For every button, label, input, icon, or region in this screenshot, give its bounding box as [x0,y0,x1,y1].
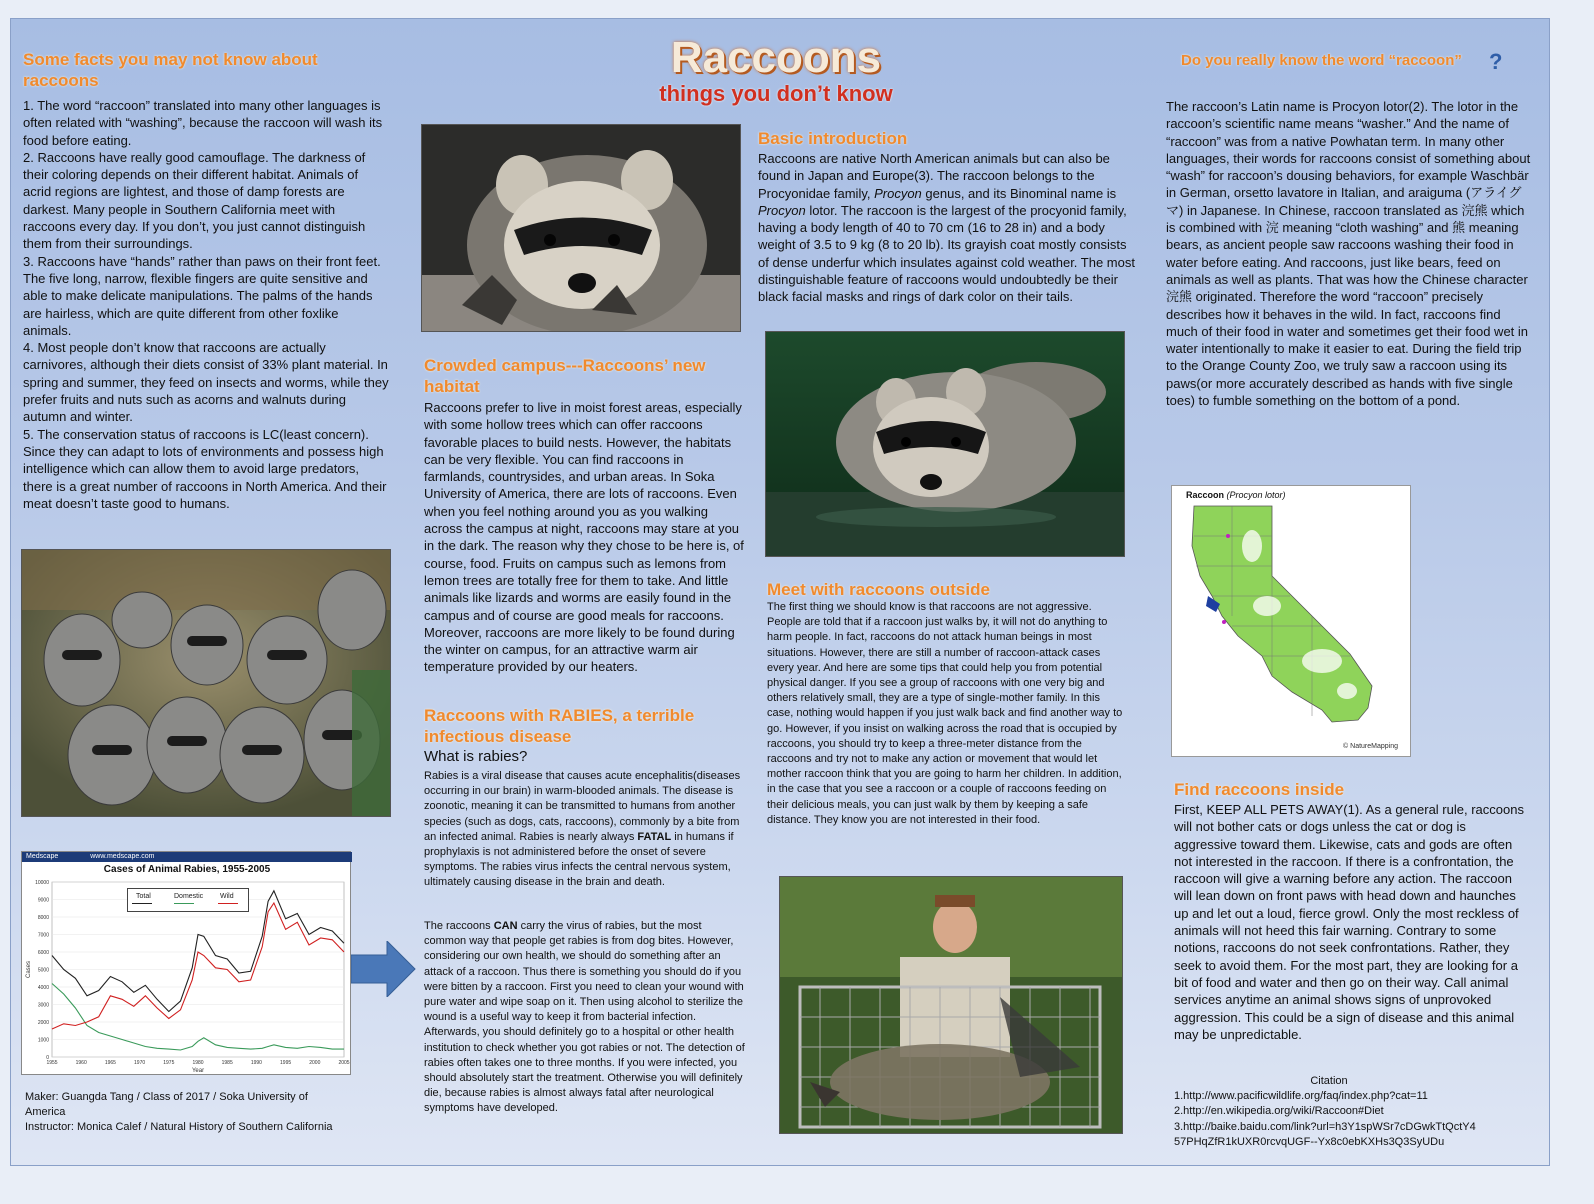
facts-list [23,97,389,512]
facts-heading: Some facts you may not know about raccoons [23,50,318,90]
basic-genus: Procyon [874,185,922,201]
y-tick-label: 1000 [37,1037,49,1044]
legend-wild: Wild [220,893,234,900]
x-tick-label: 1960 [75,1060,87,1066]
basic-text: lotor. The raccoon is the largest of the procyonid family, having a body length of 40 to 70 cm (16 to 28 in) and a body weight of 3.5 to 9 kg (8 to 20 lb). Its grayish coat mostly consists of dense underfur which insulates against cold weather. The most distinguishable feature of raccoons would undoubtedly be their black facial masks and rings of dark color on their tails. [758,202,1135,305]
legend-total-swatch [132,903,152,904]
chart-plot [22,852,352,1076]
campus-body: Raccoons prefer to live in moist forest areas, especially with some hollow trees which can offer raccoons favorable places to build nests. However, the habitats can be very flexible. You can find raccoons in farmlands, countrysides, and urban areas. In Soka University of America, there are lots of raccoons. Even when you feel nothing around you as you walking across the campus at night, raccoons may stare at you in the dark. The reason why they chose to be here is, of course, food. Fruits on campus such as lemons from lemon trees are totally free for them to take. And little animals like lizards and worms are easily found in the campus and of course are good meals for raccoons. Moreover, raccoons are more likely to be found during the winter on campus, for an attractive warm air temperature provided by our heaters. [424,400,744,675]
y-tick-label: 5000 [37,967,49,974]
raccoon-water-photo [765,331,1125,557]
rabies-paragraph-2 [424,919,746,1117]
x-tick-label: 1980 [192,1060,204,1066]
california-map [1172,486,1412,758]
x-tick-label: 1990 [250,1060,262,1066]
x-tick-label: 1975 [163,1060,175,1066]
maker-credit: Maker: Guangda Tang / Class of 2017 / Soka University of America [25,1091,308,1119]
x-tick-label: 1955 [46,1060,58,1066]
y-tick-label: 9000 [37,897,49,904]
poster-title: Raccoons [670,33,882,82]
campus-heading: Crowded campus---Raccoons’ new habitat [424,356,706,396]
credits [25,1090,335,1136]
legend-domestic: Domestic [174,893,204,900]
x-tick-label: 1995 [280,1060,292,1066]
rabies-text: The raccoons [424,920,494,932]
y-tick-label: 10000 [35,880,49,886]
citation-item: 3.http://baike.baidu.com/link?url=h3Y1spWSr7cDGwkTtQctY4 [1174,1120,1476,1133]
legend-total: Total [136,893,151,900]
word-body: The raccoon’s Latin name is Procyon lotor(2). The lotor in the raccoon’s scientific name means “washer.” And the name of “raccoon” was from a native Powhatan term. In many other languages, their words for raccoons consist of something about “wash” for raccoon’s dousing behaviors, for example Waschbär in German, orsetto lavatore in Italian, and araiguma (アライグマ) in Japanese. In Chinese, raccoon translated as 浣熊 which is combined with 浣 meaning “cloth washing” and 熊 meaning bears, as ancient people saw raccoons washing their food in water before eating. And raccoons, just like bears, feed on animals as well as plants. That was how the Chinese character浣熊 originated. Therefore the word “raccoon” precisely describes how it behaves in the wild. In fact, raccoons find much of their food in water and sometimes get their food wet in water intentionally to make it easier to eat. During the field trip to the Orange County Zoo, we truly saw a raccoon using its paws(or more accurately described as hands with five single toes) to fumble something on the bottom of a pond. [1166,99,1531,409]
citation-heading: Citation [1310,1075,1348,1087]
y-tick-label: 7000 [37,932,49,939]
map-title-name: Raccoon [1186,490,1225,500]
citation-item: 2.http://en.wikipedia.org/wiki/Raccoon#Diet [1174,1105,1384,1118]
raccoon-family-photo [21,549,391,817]
fact-item: 4. Most people don’t know that raccoons are actually carnivores, although their diets consist of 33% plant material. In spring and summer, they feed on insects and worms, while they prefer fruits and nuts such as acorns and walnuts during autumn and winter. [23,340,389,425]
y-tick-label: 3000 [37,1002,49,1009]
fact-item: 5. The conservation status of raccoons is LC(least concern). Since they can adapt to lots of environments and possess high intelligence which can allow them to avoid large predators, there is a great number of raccoons in North America. And their meat doesn’t taste good to humans. [23,426,387,511]
fact-item: 1. The word “raccoon” translated into many other languages is often related with “washing”, because the raccoon will wash its food before eating. [23,98,383,148]
y-tick-label: 6000 [37,950,49,956]
x-tick-label: 2000 [309,1060,321,1066]
poster [10,18,1550,1166]
rabies-text: in humans if prophylaxis is not administered before the onset of severe symptoms. The rabies virus infects the central nervous system, ultimately causing disease in the brain and death. [424,830,734,889]
chart-header-brand: Medscape [26,853,59,860]
rabies-text: Rabies is a viral disease that causes acute encephalitis(diseases occurring in our brain) in warm-blooded animals. The disease is zoonotic, meaning it can be transmitted to humans from another species (such as dogs, cats, raccoons), commonly by a bite from an infected animal. Rabies is nearly always [424,770,741,843]
basic-binomial: Procyon [758,202,806,218]
arrow-right-icon [351,941,417,997]
outside-heading: Meet with raccoons outside [767,580,990,599]
y-axis-label: Cases [26,960,32,979]
inside-body: First, KEEP ALL PETS AWAY(1). As a general rule, raccoons will not bother cats or dogs unless the cat or dog is aggressive toward them. Likewise, cats and gods are often not interested in the raccoon. If there is a confrontation, the raccoon will give a warning before any action. The raccoon will lean down on front paws with head down and haunches up and let out a loud, fierce growl. Only the most reckless of animals will not heed this fair warning. Contrary to some notions, raccoons do not seek confrontations. Rather, they seek to avoid them. For the most part, they are looking for a bit of food and water and then go on their way. Call animal services anytime an animal shows signs of unprovoked aggression. This could be a sign of disease and this animal may be unpredictable. [1174,802,1524,1042]
y-tick-label: 2000 [37,1020,49,1026]
x-axis-label: Year [191,1068,205,1074]
chart-legend [127,888,249,912]
y-tick-label: 4000 [37,985,49,991]
question-mark-icon: ? [1489,49,1503,74]
chart-header-url: www.medscape.com [90,853,155,860]
legend-domestic-swatch [174,903,194,904]
rabies-can: CAN [493,920,518,932]
fact-item: 3. Raccoons have “hands” rather than paws on their front feet. The five long, narrow, flexible fingers are quite sensitive and able to make delicate manipulations. The palms of the hands are hairless, which are quite different from other foxlike animals. [23,253,381,338]
rabies-text: carry the virus of rabies, but the most common way that people get rabies is from dog bites. However, considering our own health, we should do something after an attack of a raccoon. Thus there is something you should do if you were bitten by a raccoon. First you need to clean your wound with pure water and wipe soap on it. Then using alcohol to sterilize the wound is a useful way to keep it from bacterial infection. Afterwards, you should definitely go to a hospital or other health institution to check whether you got rabies or not. The detection of rabies often takes one to three months. If you were infected, you should absolutely start the treatment. Otherwise you will definitely die, because rabies is almost always fatal after neurological symptoms have developed. [424,920,745,1115]
x-tick-label: 2005 [338,1060,350,1066]
rabies-chart [21,851,351,1075]
inside-heading: Find raccoons inside [1174,780,1345,799]
legend-wild-swatch [218,903,238,904]
x-tick-label: 1985 [221,1060,233,1066]
y-tick-label: 0 [46,1055,49,1061]
y-tick-label: 8000 [37,915,49,921]
rabies-question: What is rabies? [424,748,528,765]
word-heading: Do you really know the word “raccoon” [1181,52,1462,69]
basic-body [758,150,1140,306]
citation-item: 1.http://www.pacificwildlife.org/faq/index.php?cat=11 [1174,1090,1428,1103]
map-title-latin: (Procyon lotor) [1226,490,1286,500]
x-tick-label: 1965 [104,1060,116,1066]
rabies-paragraph-1 [424,769,746,891]
rabies-fatal: FATAL [637,830,672,843]
basic-text: Raccoons are native North American animals but can also be found in Japan and Europe(3). The raccoon belongs to the Procyonidae family, [758,151,1110,201]
map-copyright: © NatureMapping [1343,743,1398,750]
range-map [1171,485,1411,757]
basic-text: genus, and its Binominal name is [921,185,1117,201]
series-line-domestic [52,984,344,1051]
citation [1174,1074,1514,1150]
series-line-wild [52,903,344,1029]
citation-item: 57PHqZfR1kUXR0rcvqUGF--Yx8c0ebKXHs3Q3SyUDu [1174,1135,1445,1148]
outside-body: The first thing we should know is that raccoons are not aggressive. People are told that if a raccoon just walks by, it will not do anything to harm people. In fact, raccoons do not attack human beings in most situations. However, there are still a number of raccoon-attack cases every year. And here are some tips that could help you from potential physical danger. If you see a group of raccoons with one very big and others relatively small, they are a type of single-mother family. In this case, nothing would happen if you just walk back and find another way to go. However, if you insist on walking across the road that is occupied by raccoons, you should try to keep a three-meter distance from the raccoons and try not to make any action or movement that would let mother raccoon think that you are going to harm her children. In addition, in the case that you see a raccoon or a couple of raccoons feeding on their delicious meals, you can just walk by them by keeping a safe distance. They know you are not interested in their food. [767,601,1123,826]
basic-heading: Basic introduction [758,129,908,148]
poster-subtitle: things you don’t know [659,81,893,106]
rabies-heading: Raccoons with RABIES, a terrible infectious disease [424,706,695,746]
raccoon-closeup-photo [421,124,741,332]
chart-title: Cases of Animal Rabies, 1955-2005 [103,864,271,875]
instructor-credit: Instructor: Monica Calef / Natural History of Southern California [25,1121,333,1134]
trapped-raccoon-photo [779,876,1123,1134]
x-tick-label: 1970 [134,1060,146,1066]
fact-item: 2. Raccoons have really good camouflage. The darkness of their coloring depends on their different habitat. Animals of acrid regions are lightest, and those of damp forests are darkest. Many people in Southern California meet with raccoons every day. If you don’t, you just cannot distinguish them from their surroundings. [23,149,366,252]
